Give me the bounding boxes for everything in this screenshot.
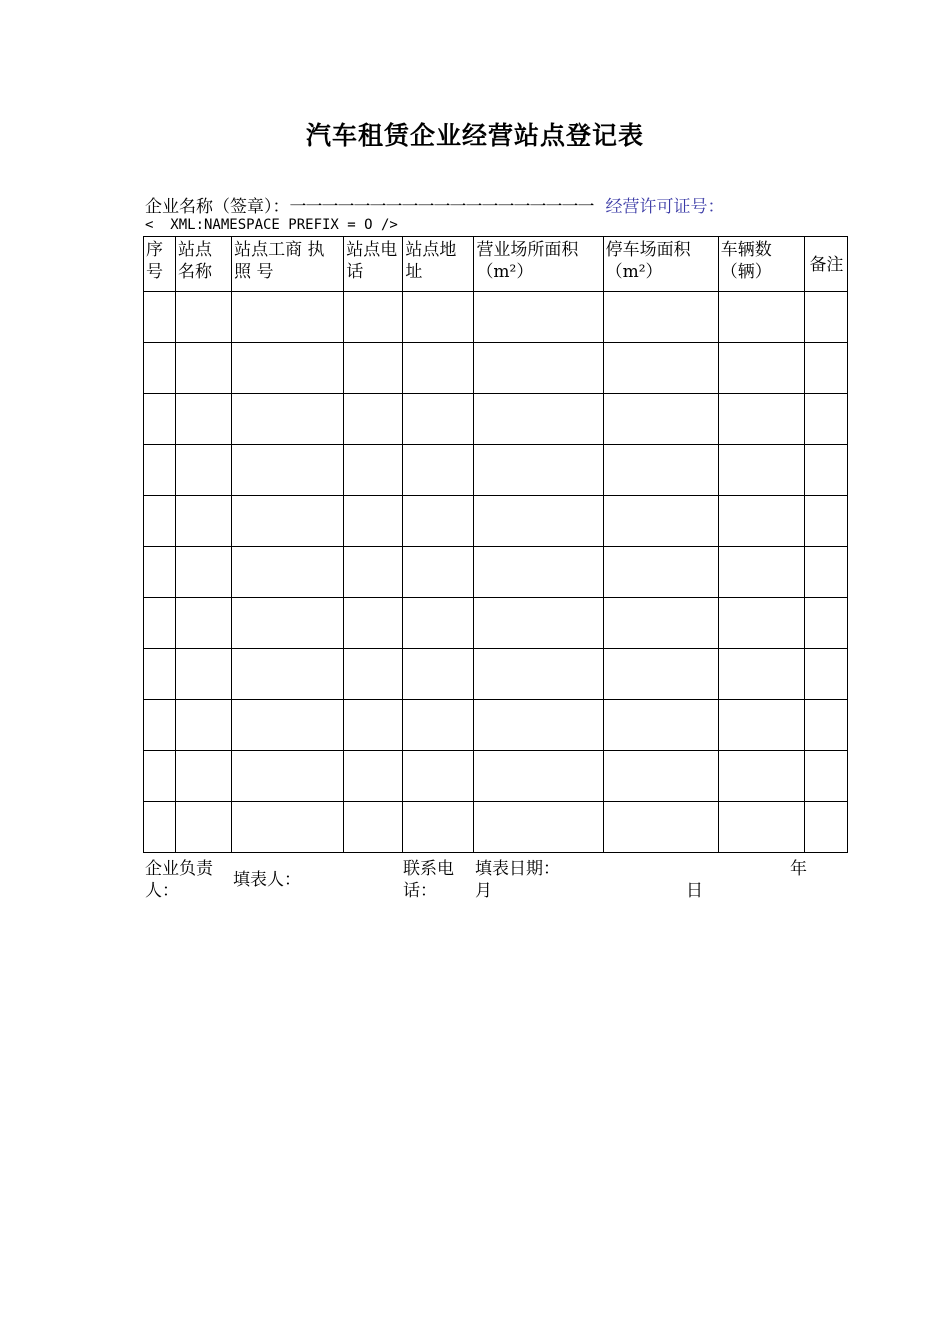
table-cell[interactable]	[804, 802, 847, 853]
table-cell[interactable]	[403, 292, 474, 343]
footer-filler: 填表人：	[233, 870, 301, 890]
table-cell[interactable]	[176, 802, 232, 853]
table-cell[interactable]	[232, 445, 344, 496]
table-cell[interactable]	[603, 496, 718, 547]
table-cell[interactable]	[403, 802, 474, 853]
header-station-phone: 站点电 话	[344, 237, 403, 292]
table-cell[interactable]	[344, 802, 403, 853]
table-cell[interactable]	[403, 649, 474, 700]
table-cell[interactable]	[344, 547, 403, 598]
header-business-area: 营业场所面积 （m²）	[474, 237, 603, 292]
table-cell[interactable]	[804, 598, 847, 649]
license-number-label: 经营许可证号：	[605, 197, 725, 217]
table-cell[interactable]	[344, 496, 403, 547]
header-vehicle-count: 车辆数 （辆）	[718, 237, 804, 292]
table-cell[interactable]	[474, 700, 603, 751]
table-cell[interactable]	[718, 292, 804, 343]
table-row	[144, 547, 848, 598]
table-cell[interactable]	[603, 547, 718, 598]
table-cell[interactable]	[804, 496, 847, 547]
table-row	[144, 802, 848, 853]
table-cell[interactable]	[344, 292, 403, 343]
company-info-line	[145, 192, 725, 217]
table-cell[interactable]	[603, 700, 718, 751]
table-cell[interactable]	[474, 649, 603, 700]
table-cell[interactable]	[804, 547, 847, 598]
table-cell[interactable]	[718, 598, 804, 649]
table-cell[interactable]	[718, 802, 804, 853]
table-cell[interactable]	[474, 496, 603, 547]
table-cell[interactable]	[474, 547, 603, 598]
header-index: 序 号	[144, 237, 176, 292]
table-cell[interactable]	[176, 598, 232, 649]
table-cell[interactable]	[176, 445, 232, 496]
table-cell[interactable]	[804, 292, 847, 343]
table-cell[interactable]	[403, 547, 474, 598]
table-cell[interactable]	[804, 649, 847, 700]
table-cell[interactable]	[232, 394, 344, 445]
table-cell[interactable]	[474, 343, 603, 394]
table-cell[interactable]	[603, 394, 718, 445]
table-cell[interactable]	[804, 445, 847, 496]
footer-person-in-charge: 企业负责 人：	[145, 859, 213, 901]
table-cell[interactable]	[403, 394, 474, 445]
table-cell[interactable]	[603, 445, 718, 496]
table-row	[144, 292, 848, 343]
table-cell[interactable]	[176, 496, 232, 547]
table-cell[interactable]	[474, 445, 603, 496]
table-cell[interactable]	[804, 700, 847, 751]
table-row	[144, 343, 848, 394]
table-cell[interactable]	[144, 496, 176, 547]
table-cell[interactable]	[144, 292, 176, 343]
table-cell[interactable]	[144, 802, 176, 853]
table-cell[interactable]	[718, 445, 804, 496]
footer-day: 日	[686, 881, 703, 901]
table-row	[144, 445, 848, 496]
table-cell[interactable]	[474, 598, 603, 649]
table-cell[interactable]	[603, 343, 718, 394]
header-station-address: 站点地 址	[403, 237, 474, 292]
table-cell[interactable]	[144, 445, 176, 496]
table-cell[interactable]	[176, 394, 232, 445]
table-body	[144, 292, 848, 853]
table-cell[interactable]	[603, 598, 718, 649]
company-name-label: 企业名称（签章）：	[145, 197, 290, 217]
table-cell[interactable]	[144, 598, 176, 649]
table-row	[144, 394, 848, 445]
footer-phone: 联系电 话：	[403, 859, 454, 901]
footer-date: 填表日期： 月	[475, 859, 560, 901]
xml-namespace-text: < XML:NAMESPACE PREFIX = O />	[145, 217, 398, 233]
table-cell[interactable]	[603, 751, 718, 802]
table-cell[interactable]	[474, 394, 603, 445]
table-cell[interactable]	[718, 343, 804, 394]
table-cell[interactable]	[474, 292, 603, 343]
table-cell[interactable]	[144, 751, 176, 802]
table-cell[interactable]	[232, 700, 344, 751]
table-row	[144, 700, 848, 751]
table-cell[interactable]	[176, 343, 232, 394]
table-cell[interactable]	[144, 343, 176, 394]
table-cell[interactable]	[603, 802, 718, 853]
table-cell[interactable]	[603, 649, 718, 700]
header-remarks: 备注	[804, 237, 847, 292]
table-cell[interactable]	[344, 445, 403, 496]
table-cell[interactable]	[144, 394, 176, 445]
header-row	[144, 237, 848, 292]
table-cell[interactable]	[232, 496, 344, 547]
table-cell[interactable]	[232, 598, 344, 649]
table-cell[interactable]	[344, 598, 403, 649]
table-cell[interactable]	[176, 751, 232, 802]
table-cell[interactable]	[232, 751, 344, 802]
table-cell[interactable]	[344, 751, 403, 802]
company-name-blank[interactable]: 一一一一一一一一一一一一一一一一一一一	[289, 197, 594, 217]
table-cell[interactable]	[474, 802, 603, 853]
table-cell[interactable]	[144, 649, 176, 700]
table-cell[interactable]	[176, 547, 232, 598]
table-cell[interactable]	[403, 598, 474, 649]
table-row	[144, 598, 848, 649]
table-cell[interactable]	[232, 802, 344, 853]
table-row	[144, 649, 848, 700]
table-cell[interactable]	[232, 292, 344, 343]
table-cell[interactable]	[804, 394, 847, 445]
table-cell[interactable]	[718, 547, 804, 598]
table-cell[interactable]	[403, 751, 474, 802]
table-cell[interactable]	[804, 751, 847, 802]
table-cell[interactable]	[718, 496, 804, 547]
table-cell[interactable]	[176, 700, 232, 751]
table-cell[interactable]	[344, 649, 403, 700]
table-row	[144, 751, 848, 802]
table-cell[interactable]	[403, 496, 474, 547]
table-cell[interactable]	[403, 700, 474, 751]
table-cell[interactable]	[232, 547, 344, 598]
table-cell[interactable]	[232, 649, 344, 700]
header-station-name: 站点 名称	[176, 237, 232, 292]
table-cell[interactable]	[804, 343, 847, 394]
table-cell[interactable]	[603, 292, 718, 343]
register-table	[143, 236, 848, 853]
table-cell[interactable]	[718, 394, 804, 445]
table-row	[144, 496, 848, 547]
table-cell[interactable]	[344, 343, 403, 394]
table-cell[interactable]	[176, 292, 232, 343]
table-cell[interactable]	[718, 700, 804, 751]
table-cell[interactable]	[144, 547, 176, 598]
table-cell[interactable]	[403, 445, 474, 496]
header-parking-area: 停车场面积 （m²）	[603, 237, 718, 292]
table-cell[interactable]	[403, 343, 474, 394]
footer-year: 年	[790, 859, 807, 879]
page-title: 汽车租赁企业经营站点登记表	[305, 121, 644, 150]
table-cell[interactable]	[144, 700, 176, 751]
table-cell[interactable]	[718, 649, 804, 700]
table-cell[interactable]	[344, 394, 403, 445]
table-cell[interactable]	[474, 751, 603, 802]
table-cell[interactable]	[718, 751, 804, 802]
header-business-license: 站点工商 执 照 号	[232, 237, 344, 292]
table-cell[interactable]	[176, 649, 232, 700]
table-cell[interactable]	[344, 700, 403, 751]
table-cell[interactable]	[232, 343, 344, 394]
